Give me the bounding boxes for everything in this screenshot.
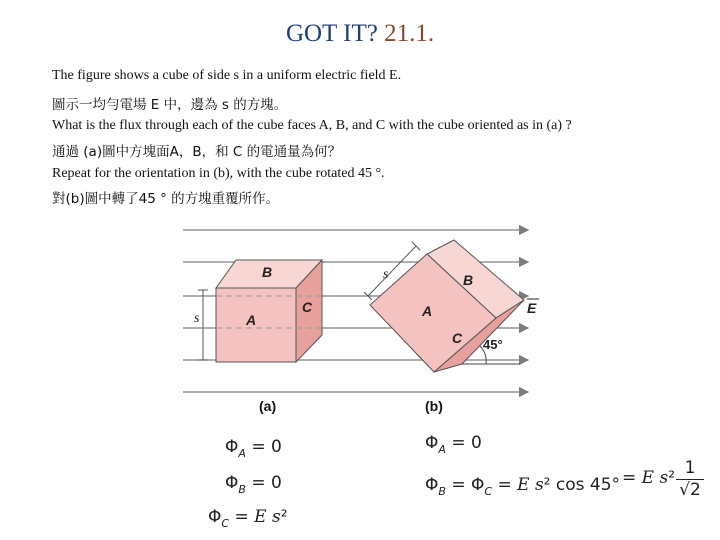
equation-b-fraction: 1 √2 <box>676 458 704 500</box>
cube-b-label-c: C <box>452 330 463 346</box>
cube-b-label-b: B <box>463 272 474 288</box>
cube-b-label-s: s <box>383 267 389 282</box>
text-line-2: 圖示一均勻電場 E 中，邊為 s 的方塊。 <box>52 97 288 113</box>
equation-a-phi-b: $\Phi_B = 0$ <box>225 473 282 496</box>
equation-b-phi-a: $\Phi_A = 0$ <box>425 433 482 456</box>
cube-b-angle-label: 45° <box>483 337 503 352</box>
equation-a-phi-c: $\Phi_C = E$ s² <box>208 507 288 530</box>
equation-b-result: = E s² <box>622 468 676 488</box>
text-line-3: What is the flux through each of the cube faces A, B, and C with the cube oriented as in (a) ? <box>52 118 572 133</box>
cube-a <box>194 260 322 362</box>
cube-b-label-a: A <box>422 303 433 319</box>
equation-b-phi-bc: $\Phi_B = \Phi_C = E$ s² cos 45° <box>425 475 621 498</box>
text-line-4: 通過 (a)圖中方塊面A，B，和 C 的電通量為何？ <box>52 144 342 160</box>
field-vector-label: E <box>527 300 537 316</box>
cube-a-label-c: C <box>302 299 313 315</box>
text-line-6: 對(b)圖中轉了45 ° 的方塊重覆所作。 <box>52 191 280 207</box>
title-prefix: GOT IT? <box>285 20 378 47</box>
cube-b <box>364 240 539 372</box>
text-line-1: The figure shows a cube of side s in a uniform electric field E. <box>52 68 402 83</box>
cube-a-label-b: B <box>262 264 273 280</box>
text-line-5: Repeat for the orientation in (b), with the cube rotated 45 °. <box>52 166 385 181</box>
equation-a-phi-a: $\Phi_A = 0$ <box>225 437 282 460</box>
caption-a: (a) <box>259 398 277 414</box>
caption-b: (b) <box>425 398 443 414</box>
cube-a-label-s: s <box>194 311 200 326</box>
title-number: 21.1. <box>384 20 435 47</box>
cube-a-label-a: A <box>246 312 257 328</box>
